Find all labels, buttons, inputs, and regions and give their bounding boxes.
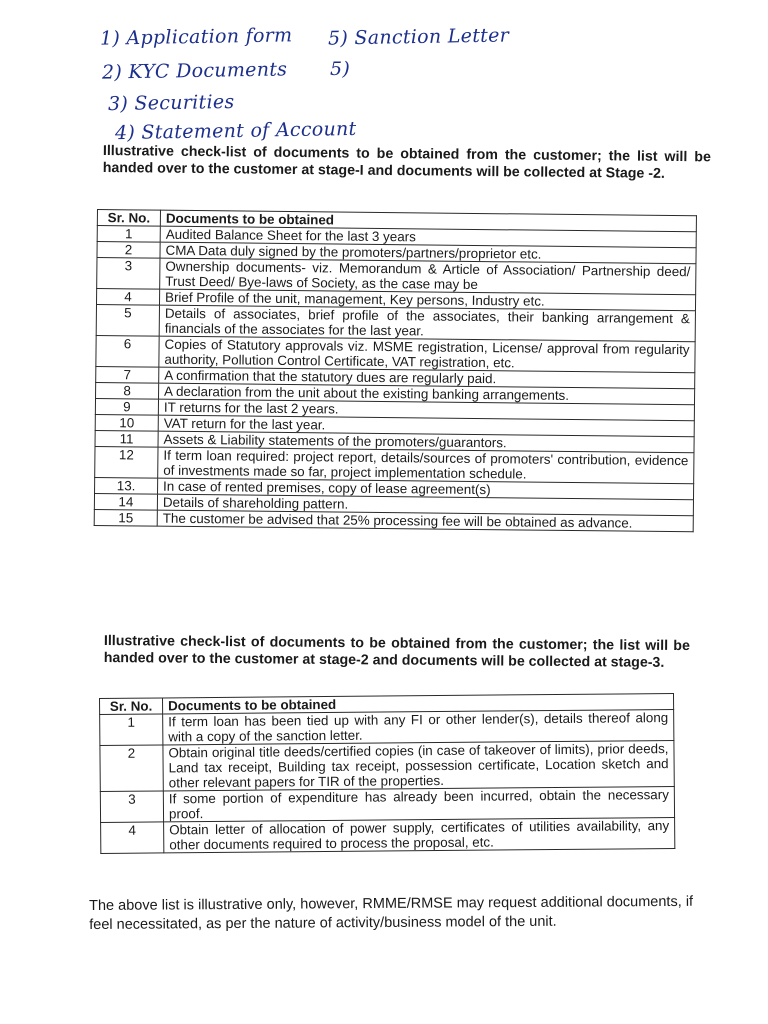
row-sr-no: 12: [95, 446, 158, 478]
table-row: [100, 740, 674, 791]
row-sr-no: 2: [100, 745, 163, 792]
section1-heading: Illustrative check-list of documents to be obtained from the customer; the list will be handed over to the customer at stage-I and documents will be collected at Stage -2.: [102, 143, 711, 182]
row-document: If some portion of expenditure has already been incurred, obtain the necessary proof.: [163, 786, 674, 821]
table-body: [100, 709, 675, 853]
row-document: IT returns for the last 2 years.: [158, 399, 694, 421]
row-sr-no: 1: [97, 226, 160, 243]
row-sr-no: 9: [95, 398, 158, 415]
row-document: Copies of Statutory approvals viz. MSME registration, License/ approval from regularity authority, Pollution Control Certificate, VAT registration, etc.: [159, 336, 695, 373]
column-header-documents: Documents to be obtained: [163, 693, 674, 713]
row-document: In case of rented premises, copy of lease agreement(s): [158, 478, 694, 500]
row-sr-no: 7: [96, 366, 159, 383]
row-sr-no: 5: [96, 305, 159, 337]
row-sr-no: 8: [96, 382, 159, 399]
row-document: If term loan has been tied up with any FI or other lender(s), details thereof along with a copy of the sanction letter.: [163, 709, 674, 744]
handwritten-note-application-form: 1) Application form: [99, 24, 293, 50]
handwritten-note-item-6: 5): [330, 58, 351, 80]
column-header-sr-no: Sr. No.: [97, 210, 160, 227]
checklist-table-stage2: [94, 209, 697, 532]
table-row: [101, 817, 675, 853]
row-sr-no: 15: [94, 509, 157, 526]
row-sr-no: 2: [97, 242, 160, 259]
row-document: VAT return for the last year.: [158, 415, 694, 437]
checklist-table-stage3: [99, 693, 675, 854]
row-document: Assets & Liability statements of the promoters/guarantors.: [158, 431, 694, 453]
row-sr-no: 14: [94, 493, 157, 510]
row-document: CMA Data duly signed by the promoters/partners/proprietor etc.: [160, 242, 696, 264]
row-sr-no: 4: [96, 289, 159, 306]
row-sr-no: 3: [100, 791, 163, 823]
row-document: Details of associates, brief profile of the associates, their banking arrangement & financials of the associates for the last year.: [159, 305, 695, 342]
row-document: Obtain letter of allocation of power supply, certificates of utilities availability, any other documents required to process the proposal, etc.: [164, 817, 675, 852]
row-document: A confirmation that the statutory dues are regularly paid.: [159, 367, 695, 389]
section2-heading: Illustrative check-list of documents to be obtained from the customer; the list will be handed over to the customer at stage-2 and documents will be collected at stage-3.: [103, 633, 690, 671]
table-row: [100, 786, 674, 822]
row-sr-no: 3: [97, 258, 160, 290]
row-document: A declaration from the unit about the existing banking arrangements.: [159, 383, 695, 405]
column-header-sr-no: Sr. No.: [100, 698, 163, 715]
handwritten-note-kyc-documents: 2) KYC Documents: [101, 58, 288, 84]
row-sr-no: 4: [101, 822, 164, 854]
row-sr-no: 1: [100, 714, 163, 746]
row-document: Ownership documents- viz. Memorandum & Article of Association/ Partnership deed/ Trust Deed/ Bye-laws of Society, as the case may be: [160, 258, 696, 295]
handwritten-note-sanction-letter: 5) Sanction Letter: [327, 24, 510, 50]
row-document: Details of shareholding pattern.: [157, 494, 693, 516]
row-document: If term loan required: project report, details/sources of promoters' contribution, evidence of investments made so far, project implementation schedule.: [158, 447, 694, 484]
row-document: Obtain original title deeds/certified copies (in case of takeover of limits), prior deeds, Land tax receipt, Building tax receipt, possession certificate, Location sketch and other relevant papers for TIR of the properties.: [163, 740, 674, 790]
table-row: [100, 709, 674, 745]
column-header-documents: Documents to be obtained: [160, 210, 696, 232]
row-sr-no: 6: [96, 335, 159, 367]
handwritten-note-securities: 3) Securities: [107, 90, 235, 116]
row-document: Audited Balance Sheet for the last 3 years: [160, 226, 696, 248]
row-sr-no: 13.: [95, 477, 158, 494]
footer-note: The above list is illustrative only, however, RMME/RMSE may request additional documents, if feel necessitated, as per the nature of activity/business model of the unit.: [89, 893, 694, 933]
row-document: Brief Profile of the unit, management, Key persons, Industry etc.: [159, 289, 695, 311]
row-sr-no: 10: [95, 414, 158, 431]
row-document: The customer be advised that 25% processing fee will be obtained as advance.: [157, 510, 693, 532]
handwritten-note-statement-of-account: 4) Statement of Account: [114, 117, 357, 145]
handwritten-notes: [0, 0, 768, 145]
table-body: [94, 226, 696, 532]
row-sr-no: 11: [95, 430, 158, 447]
